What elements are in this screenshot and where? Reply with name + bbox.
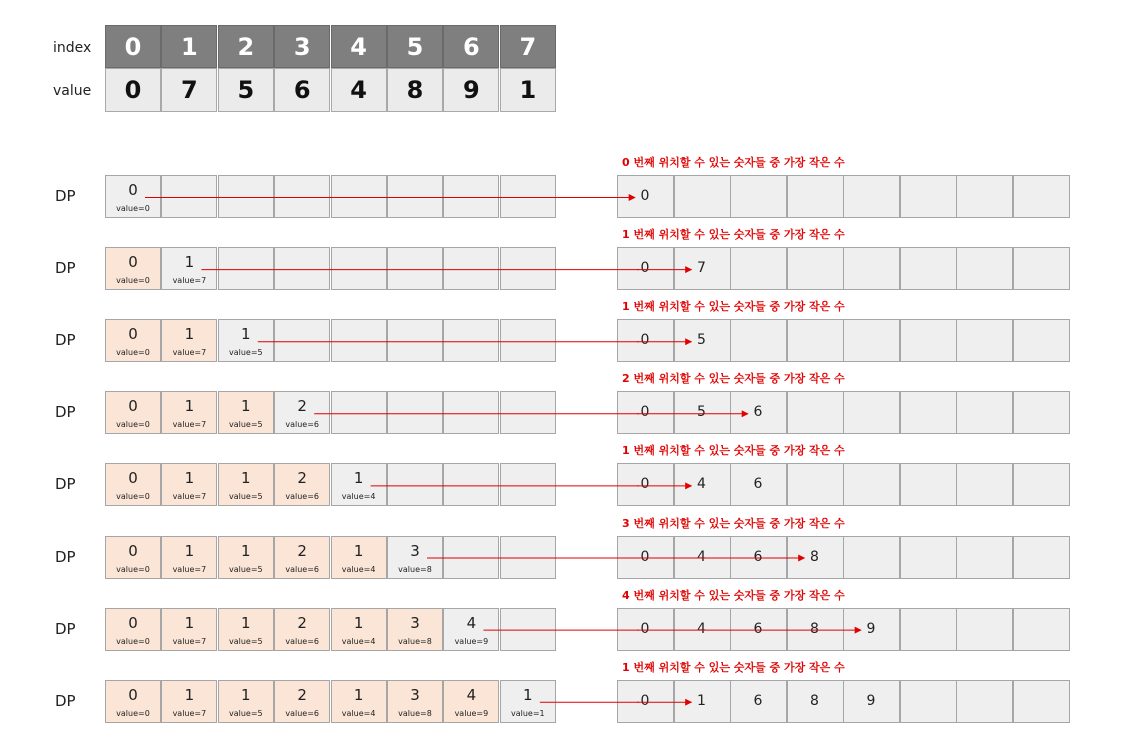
dp-length-value: 1	[353, 613, 364, 632]
dp-source-value: value=6	[285, 420, 320, 430]
value-cell: 1	[500, 68, 556, 112]
dp-source-value: value=7	[172, 420, 207, 430]
index-cell: 2	[218, 25, 274, 68]
dp-length-value: 0	[128, 253, 138, 272]
dp-label: DP	[55, 331, 76, 350]
dp-source-value: value=8	[398, 636, 432, 646]
dp-length-value: 1	[523, 685, 533, 704]
dp-source-value: value=0	[116, 564, 150, 574]
min-tail-value: 0	[640, 404, 650, 421]
dp-length-value: 1	[184, 685, 195, 704]
dp-source-value: value=7	[172, 708, 207, 718]
dp-source-value: value=0	[116, 636, 150, 646]
dp-label: DP	[55, 547, 76, 566]
step-caption: 1 번째 위치할 수 있는 숫자들 중 가장 작은 수	[622, 444, 845, 458]
dp-source-value: value=7	[172, 564, 207, 574]
dp-length-value: 1	[184, 541, 195, 560]
min-tail-value: 6	[753, 404, 763, 421]
index-cell: 4	[331, 25, 387, 68]
dp-source-value: value=8	[398, 708, 432, 718]
dp-source-value: value=7	[172, 348, 207, 358]
dp-length-value: 3	[410, 613, 420, 632]
step-caption: 3 번째 위치할 수 있는 숫자들 중 가장 작은 수	[622, 516, 845, 530]
dp-length-value: 1	[184, 613, 195, 632]
step-caption: 1 번째 위치할 수 있는 숫자들 중 가장 작은 수	[622, 660, 845, 674]
index-cell: 0	[105, 25, 161, 68]
step-caption: 4 번째 위치할 수 있는 숫자들 중 가장 작은 수	[622, 588, 845, 602]
dp-length-value: 0	[128, 613, 138, 632]
value-cell: 6	[274, 68, 330, 112]
value-cell: 7	[161, 68, 217, 112]
min-tail-value: 0	[640, 332, 650, 349]
dp-source-value: value=9	[454, 636, 489, 646]
min-tail-value: 8	[810, 692, 819, 709]
dp-length-value: 1	[353, 541, 364, 560]
step-caption: 1 번째 위치할 수 있는 숫자들 중 가장 작은 수	[622, 228, 845, 242]
dp-source-value: value=5	[228, 348, 263, 358]
min-tail-value: 5	[697, 332, 706, 349]
min-tail-value: 4	[697, 620, 706, 637]
min-tail-value: 0	[640, 260, 650, 277]
dp-source-value: value=0	[116, 420, 150, 430]
dp-source-value: value=0	[116, 276, 150, 286]
dp-length-value: 0	[128, 685, 138, 704]
dp-label: DP	[55, 187, 76, 205]
dp-label: DP	[55, 619, 76, 638]
min-tail-value: 9	[866, 620, 876, 637]
dp-length-value: 2	[297, 397, 307, 416]
dp-length-value: 4	[466, 685, 477, 704]
dp-source-value: value=8	[398, 564, 432, 574]
dp-source-value: value=5	[228, 636, 263, 646]
dp-length-value: 0	[128, 469, 138, 488]
dp-source-value: value=7	[172, 492, 207, 502]
dp-length-value: 3	[410, 685, 420, 704]
index-cell: 3	[274, 25, 330, 68]
dp-length-value: 1	[184, 325, 195, 344]
dp-source-value: value=6	[285, 564, 320, 574]
dp-source-value: value=6	[285, 708, 320, 718]
value-cell: 8	[387, 68, 443, 112]
index-cell: 5	[387, 25, 443, 68]
dp-length-value: 0	[128, 541, 138, 560]
min-tail-value: 4	[697, 548, 706, 565]
dp-source-value: value=4	[341, 492, 376, 502]
dp-length-value: 2	[297, 685, 307, 704]
dp-source-value: value=0	[116, 204, 150, 213]
dp-label: DP	[55, 259, 76, 278]
dp-length-value: 4	[466, 613, 477, 632]
dp-source-value: value=4	[341, 636, 376, 646]
min-tail-value: 7	[697, 260, 706, 277]
index-cell: 1	[161, 25, 217, 68]
dp-length-value: 1	[184, 253, 195, 272]
min-tail-value: 8	[810, 548, 819, 565]
dp-source-value: value=5	[228, 420, 263, 430]
min-tail-value: 4	[697, 476, 706, 493]
dp-source-value: value=4	[341, 708, 376, 718]
dp-length-value: 1	[353, 469, 364, 488]
dp-length-value: 1	[353, 685, 364, 704]
dp-length-value: 1	[241, 613, 251, 632]
min-tail-value: 9	[866, 692, 876, 709]
dp-length-value: 1	[241, 685, 251, 704]
min-tail-value: 6	[753, 620, 763, 637]
dp-source-value: value=5	[228, 492, 263, 502]
dp-source-value: value=4	[341, 564, 376, 574]
min-tail-value: 0	[640, 548, 650, 565]
dp-label: DP	[55, 403, 76, 422]
dp-length-value: 1	[241, 541, 251, 560]
min-tail-value: 6	[753, 692, 763, 709]
min-tail-value: 0	[640, 692, 650, 709]
dp-length-value: 0	[128, 325, 138, 344]
dp-source-value: value=5	[228, 708, 263, 718]
dp-source-value: value=1	[510, 708, 545, 718]
index-cell: 6	[443, 25, 499, 68]
min-tail-value: 0	[640, 188, 650, 204]
dp-length-value: 1	[241, 397, 251, 416]
dp-source-value: value=7	[172, 636, 207, 646]
index-label: index	[53, 40, 92, 56]
dp-source-value: value=9	[454, 708, 489, 718]
dp-length-value: 1	[241, 325, 251, 344]
dp-length-value: 1	[184, 397, 195, 416]
dp-length-value: 2	[297, 613, 307, 632]
step-caption: 0 번째 위치할 수 있는 숫자들 중 가장 작은 수	[622, 156, 845, 169]
min-tail-value: 6	[753, 476, 763, 493]
dp-label: DP	[55, 475, 76, 494]
dp-length-value: 2	[297, 469, 307, 488]
step-caption: 1 번째 위치할 수 있는 숫자들 중 가장 작은 수	[622, 300, 845, 314]
dp-length-value: 3	[410, 541, 420, 560]
dp-source-value: value=6	[285, 636, 320, 646]
dp-source-value: value=7	[172, 276, 207, 286]
step-caption: 2 번째 위치할 수 있는 숫자들 중 가장 작은 수	[622, 372, 845, 386]
min-tail-value: 0	[640, 620, 650, 637]
value-cell: 5	[218, 68, 274, 112]
dp-source-value: value=5	[228, 564, 263, 574]
dp-source-value: value=0	[116, 348, 150, 358]
value-cell: 0	[105, 68, 161, 112]
dp-source-value: value=0	[116, 708, 150, 718]
min-tail-value: 1	[697, 692, 706, 709]
value-label: value	[53, 83, 92, 99]
min-tail-value: 5	[697, 404, 706, 421]
value-cell: 9	[443, 68, 499, 112]
dp-source-value: value=0	[116, 492, 150, 502]
dp-length-value: 1	[241, 469, 251, 488]
min-tail-value: 0	[640, 476, 650, 493]
dp-length-value: 2	[297, 541, 307, 560]
dp-length-value: 1	[184, 469, 195, 488]
dp-length-value: 0	[128, 397, 138, 416]
min-tail-value: 8	[810, 620, 819, 637]
value-cell: 4	[331, 68, 387, 112]
index-cell: 7	[500, 25, 556, 68]
dp-label: DP	[55, 691, 76, 710]
dp-source-value: value=6	[285, 492, 320, 502]
dp-length-value: 0	[128, 181, 138, 199]
min-tail-value: 6	[753, 548, 763, 565]
